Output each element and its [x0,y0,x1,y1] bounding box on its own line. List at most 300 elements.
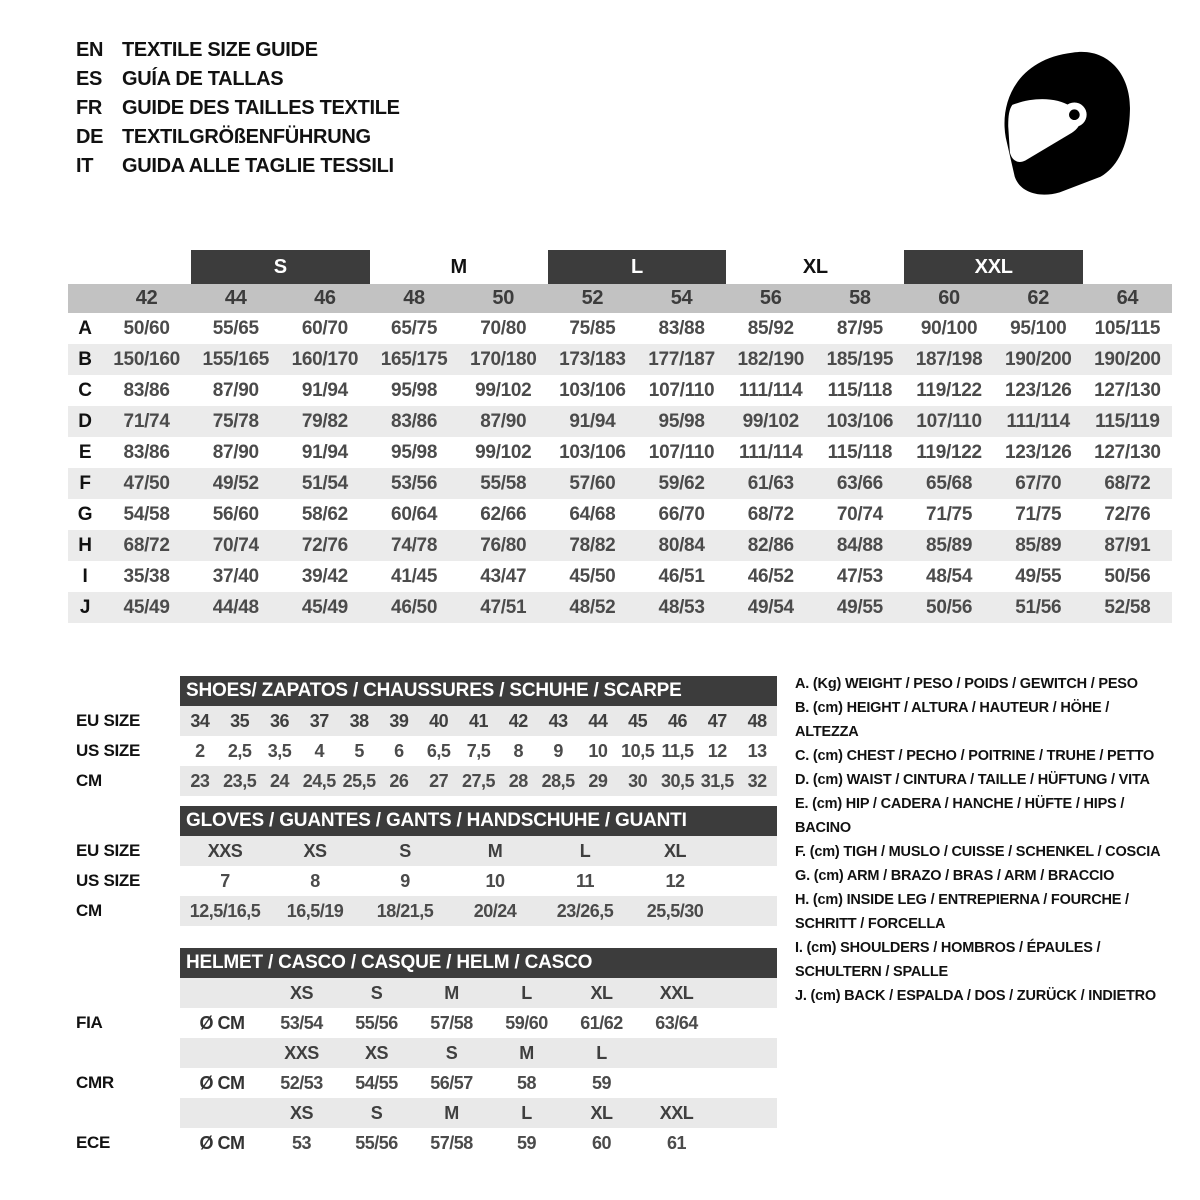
empty-label-cell [68,978,180,1008]
size-value-cell: 47/50 [123,473,170,494]
gloves-table [68,806,780,926]
size-value-cell: 111/114 [739,442,803,463]
sub-table-row [68,866,780,896]
language-code: FR [76,97,103,119]
value-cell: 9 [400,871,410,891]
shoes-table [68,676,780,796]
helmet-size-cell: S [445,1043,458,1063]
size-value-cell: 83/86 [123,380,170,401]
size-header-cell: 58 [849,287,871,309]
measurement-row [68,561,1172,592]
value-cell: 8 [310,871,320,891]
size-value-cell: 115/118 [827,442,893,463]
size-value-cell: 78/82 [569,535,616,556]
helmet-size-cell: XXS [284,1043,319,1063]
value-cell: 45 [628,711,648,731]
size-value-cell: 47/51 [480,597,527,618]
legend-item: E. (cm) HIP / CADERA / HANCHE / HÜFTE / HIPS / BACINO [795,796,1125,836]
helmet-size-cell: XS [289,983,313,1003]
measurement-row [68,344,1172,375]
size-value-cell: 67/70 [1015,473,1062,494]
size-group-label: M [450,256,467,278]
guide-title: GUÍA DE TALLAS [122,68,284,90]
size-value-cell: 59/62 [658,473,705,494]
value-cell: 37 [309,711,329,731]
size-value-cell: 46/51 [658,566,705,587]
helmet-size-cell: M [444,983,459,1003]
helmet-value-cell: 59 [591,1073,612,1093]
size-value-cell: 91/94 [301,442,348,463]
standard-label: ECE [76,1133,111,1152]
row-letter: B [78,349,92,370]
size-value-cell: 60/64 [391,504,438,525]
helmet-value-cell: 63/64 [655,1013,698,1033]
size-header-cell: 64 [1116,287,1139,309]
size-value-cell: 87/95 [836,318,883,339]
row-letter: D [78,411,92,432]
diameter-unit-cell: Ø CM [199,1073,245,1093]
value-cell: 34 [190,711,210,731]
measurement-row [68,592,1172,623]
size-value-cell: 64/68 [569,504,616,525]
size-value-cell: 54/58 [123,504,170,525]
size-value-cell: 127/130 [1094,380,1161,401]
sizes-header-row [68,284,1172,313]
size-header-cell: 52 [581,287,604,309]
language-row [76,123,400,152]
value-cell: 25,5/30 [646,901,704,921]
value-cell: 6,5 [426,741,451,761]
sizes-header-values [180,978,777,1008]
language-row [76,94,400,123]
helmet-size-cell: L [521,983,532,1003]
helmet-value-cell: 61/62 [580,1013,623,1033]
size-value-cell: 80/84 [658,535,705,556]
size-value-cell: 62/66 [480,504,527,525]
row-letter: A [78,318,92,339]
textile-size-table [68,250,1172,623]
helmet-data-row [68,1128,780,1158]
value-cell: 4 [314,741,325,761]
size-value-cell: 58/62 [301,504,348,525]
value-cell: 11,5 [661,741,694,761]
corner-cell [68,284,102,313]
size-value-cell: 71/75 [1015,504,1062,525]
helmet-value-cell: 55/56 [355,1013,398,1033]
row-letter: F [79,473,91,494]
size-value-cell: 37/40 [212,566,259,587]
size-value-cell: 87/90 [212,380,259,401]
helmet-size-cell: S [370,1103,383,1123]
helmet-value-cell: 56/57 [430,1073,473,1093]
main-table-body [68,313,1172,623]
value-cell: 23/26,5 [556,901,614,921]
row-letter: E [78,442,92,463]
size-value-cell: 160/170 [291,349,359,370]
size-value-cell: 60/70 [301,318,348,339]
empty-label-cell [68,806,180,836]
size-value-cell: 56/60 [212,504,259,525]
language-row [76,152,400,181]
helmet-value-cell: 59 [516,1133,537,1153]
size-value-cell: 72/76 [1104,504,1151,525]
value-cell: L [579,841,591,861]
helmet-value-cell [639,1068,714,1098]
size-value-cell: 79/82 [301,411,348,432]
size-value-cell: 82/86 [747,535,794,556]
value-cell: 25,5 [342,771,376,791]
size-value-cell: 68/72 [1104,473,1151,494]
size-value-cell: 123/126 [1004,380,1072,401]
value-cell: 23 [190,771,210,791]
size-value-cell: 63/66 [836,473,883,494]
size-value-cell: 90/100 [920,318,978,339]
row-label: CM [76,771,102,790]
legend-item: A. (Kg) WEIGHT / PESO / POIDS / GEWITCH / PESO [795,676,1138,692]
size-value-cell: 123/126 [1004,442,1072,463]
size-value-cell: 185/195 [826,349,894,370]
language-code: DE [76,126,104,148]
size-value-cell: 61/63 [747,473,794,494]
helmet-size-cell: M [519,1043,534,1063]
size-value-cell: 46/52 [747,566,794,587]
value-cell: 30 [628,771,648,791]
size-value-cell: 71/74 [123,411,170,432]
value-cell: 12 [707,741,727,761]
value-cell: 8 [513,741,524,761]
row-label: CM [76,901,102,920]
size-value-cell: 105/115 [1094,318,1161,339]
size-value-cell: 41/45 [391,566,438,587]
value-cell: 47 [707,711,727,731]
size-header-cell: 46 [314,287,336,309]
helmet-size-cell: XL [590,1103,613,1123]
size-value-cell: 75/78 [212,411,259,432]
value-cell: 12,5/16,5 [189,901,261,921]
size-header-cell: 44 [224,287,247,309]
helmet-size-cell: XXL [659,1103,694,1123]
size-value-cell: 48/52 [569,597,616,618]
size-value-cell: 95/100 [1010,318,1067,339]
size-header-cell: 54 [670,287,693,309]
empty-unit-cell [180,1038,264,1068]
size-header-cell: 62 [1027,287,1050,309]
value-cell: 40 [429,711,449,731]
helmet-value-cell: 53/54 [280,1013,323,1033]
size-value-cell: 155/165 [202,349,270,370]
size-value-cell: 55/65 [212,318,259,339]
size-value-cell: 150/160 [113,349,180,370]
language-row [76,36,400,65]
sub-table-row [68,896,780,926]
sub-table-row [68,736,780,766]
size-value-cell: 76/80 [480,535,527,556]
legend-item: G. (cm) ARM / BRAZO / BRAS / ARM / BRACCIO [795,868,1115,884]
helmet-value-cell: 57/58 [430,1013,473,1033]
value-cell: 24,5 [302,771,336,791]
value-cell: 24 [269,771,289,791]
size-value-cell: 53/56 [391,473,438,494]
sub-table-row [68,836,780,866]
size-value-cell: 39/42 [301,566,348,587]
size-value-cell: 91/94 [569,411,616,432]
size-value-cell: 51/54 [301,473,348,494]
sub-table-row [68,706,780,736]
value-cell: 10,5 [621,741,655,761]
empty-label-cell [68,676,180,706]
size-value-cell: 84/88 [836,535,883,556]
size-value-cell: 50/56 [926,597,973,618]
legend-item: F. (cm) TIGH / MUSLO / CUISSE / SCHENKEL / COSCIA [795,844,1161,860]
row-values [180,896,777,926]
size-value-cell: 107/110 [648,380,715,401]
value-cell: 28,5 [541,771,575,791]
helmet-size-cell: M [444,1103,459,1123]
value-cell: 38 [349,711,369,731]
size-value-cell: 48/53 [658,597,705,618]
size-value-cell: 190/200 [1094,349,1161,370]
language-title-list [76,36,400,181]
value-cell: 20/24 [473,901,517,921]
row-label: US SIZE [76,741,141,760]
size-value-cell: 173/183 [559,349,626,370]
value-cell: 11 [575,871,595,891]
size-value-cell: 103/106 [559,380,626,401]
size-value-cell: 49/55 [836,597,883,618]
size-value-cell: 127/130 [1094,442,1161,463]
size-group-label: XL [802,256,828,278]
measurement-legend [795,672,1173,1008]
row-label: US SIZE [76,871,141,890]
helmet-size-cell [639,1038,714,1068]
size-value-cell: 45/49 [123,597,170,618]
value-cell: 46 [667,711,687,731]
helmet-value-cell: 54/55 [355,1073,398,1093]
standard-values [180,1068,777,1098]
value-cell: 7,5 [466,741,491,761]
empty-unit-cell [180,1098,264,1128]
value-cell: 39 [389,711,409,731]
measurement-row [68,530,1172,561]
value-cell: 10 [588,741,608,761]
value-cell: XS [303,841,327,861]
size-value-cell: 119/122 [916,380,982,401]
racing-helmet-icon [978,26,1174,210]
size-value-cell: 99/102 [475,380,532,401]
value-cell: 6 [394,741,404,761]
helmet-value-cell: 59/60 [505,1013,548,1033]
sub-table-title-row [68,676,780,706]
value-cell: 10 [485,871,505,891]
value-cell: 23,5 [223,771,257,791]
legend-item: D. (cm) WAIST / CINTURA / TAILLE / HÜFTUNG / VITA [795,772,1150,788]
size-value-cell: 47/53 [836,566,883,587]
helmet-sizes-row [68,1098,780,1128]
size-value-cell: 95/98 [391,442,438,463]
helmet-size-cell: L [596,1043,607,1063]
size-value-cell: 103/106 [559,442,626,463]
size-value-cell: 75/85 [569,318,616,339]
size-value-cell: 83/88 [658,318,705,339]
size-value-cell: 115/118 [827,380,893,401]
measurement-row [68,375,1172,406]
row-letter: C [78,380,92,401]
size-value-cell: 68/72 [747,504,794,525]
size-value-cell: 165/175 [380,349,448,370]
size-value-cell: 50/60 [123,318,170,339]
value-cell: 7 [220,871,230,891]
size-value-cell: 65/75 [391,318,438,339]
size-value-cell: 66/70 [658,504,705,525]
size-value-cell: 52/58 [1104,597,1151,618]
value-cell: 30,5 [660,771,695,791]
helmet-value-cell: 57/58 [430,1133,473,1153]
value-cell: 12 [665,871,685,891]
size-value-cell: 111/114 [739,380,803,401]
size-value-cell: 99/102 [475,442,532,463]
size-value-cell: 95/98 [658,411,705,432]
size-group-label: XXL [904,250,1082,284]
row-letter: G [77,504,93,525]
empty-label-cell [68,1038,180,1068]
size-group-label: S [191,250,369,284]
measurement-row [68,468,1172,499]
row-letter: I [82,566,88,587]
value-cell: 13 [747,741,767,761]
measurement-row [68,437,1172,468]
helmet-value-cell: 61 [666,1133,687,1153]
measurement-row [68,406,1172,437]
size-value-cell: 49/54 [747,597,794,618]
size-group-label: L [548,250,726,284]
value-cell: 18/21,5 [376,901,434,921]
helmet-size-cell: S [370,983,383,1003]
value-cell: XL [663,841,686,861]
size-value-cell: 182/190 [737,349,805,370]
size-group-row [68,250,1172,284]
value-cell: 3,5 [267,741,292,761]
size-value-cell: 70/74 [212,535,259,556]
size-value-cell: 51/56 [1015,597,1062,618]
legend-item: J. (cm) BACK / ESPALDA / DOS / ZURÜCK / INDIETRO [795,988,1156,1004]
size-value-cell: 87/91 [1104,535,1151,556]
value-cell: 31,5 [700,771,734,791]
size-value-cell: 72/76 [301,535,348,556]
standard-values [180,1128,777,1158]
sub-table-title-bar: GLOVES / GUANTES / GANTS / HANDSCHUHE / GUANTI [180,806,777,836]
helmet-value-cell: 55/56 [355,1133,398,1153]
size-value-cell: 65/68 [926,473,973,494]
diameter-unit-cell: Ø CM [199,1013,245,1033]
guide-title: TEXTILE SIZE GUIDE [122,39,318,61]
size-value-cell: 68/72 [123,535,170,556]
sub-table-row [68,766,780,796]
sub-table-title-bar: SHOES/ ZAPATOS / CHAUSSURES / SCHUHE / SCARPE [180,676,777,706]
standard-label: FIA [76,1013,103,1032]
helmet-size-cell: XS [289,1103,313,1123]
guide-title: TEXTILGRÖßENFÜHRUNG [122,126,371,148]
row-letter: H [78,535,92,556]
size-value-cell: 50/56 [1104,566,1151,587]
size-value-cell: 103/106 [826,411,894,432]
size-header-cell: 60 [938,287,960,309]
size-value-cell: 55/58 [480,473,527,494]
size-header-cell: 48 [403,287,425,309]
legend-item: I. (cm) SHOULDERS / HOMBROS / ÉPAULES / SCHULTERN / SPALLE [795,940,1101,980]
standard-label: CMR [76,1073,114,1092]
size-value-cell: 170/180 [469,349,537,370]
legend-item: H. (cm) INSIDE LEG / ENTREPIERNA / FOURCHE / SCHRITT / FORCELLA [795,892,1129,932]
measurement-row [68,499,1172,530]
helmet-size-cell: XL [590,983,613,1003]
row-values [180,736,777,766]
row-label: EU SIZE [76,841,141,860]
helmet-value-cell: 52/53 [280,1073,323,1093]
helmet-sizes-row [68,978,780,1008]
helmet-value-cell: 58 [516,1073,537,1093]
helmet-sizes-row [68,1038,780,1068]
value-cell: 5 [354,741,364,761]
guide-title: GUIDA ALLE TAGLIE TESSILI [122,155,394,177]
language-code: IT [76,155,94,177]
row-values [180,766,777,796]
size-value-cell: 119/122 [916,442,982,463]
size-value-cell: 83/86 [123,442,170,463]
row-letter: J [79,597,91,618]
size-value-cell: 43/47 [480,566,527,587]
size-value-cell: 95/98 [391,380,438,401]
empty-label-cell [68,1098,180,1128]
size-value-cell: 46/50 [391,597,438,618]
value-cell: 29 [588,771,608,791]
value-cell: M [487,841,503,861]
value-cell: 43 [548,711,568,731]
size-value-cell: 107/110 [916,411,982,432]
size-value-cell: 177/187 [648,349,715,370]
size-value-cell: 85/89 [926,535,973,556]
language-code: EN [76,39,104,61]
diameter-unit-cell: Ø CM [199,1133,245,1153]
legend-item: B. (cm) HEIGHT / ALTURA / HAUTEUR / HÖHE / ALTEZZA [795,700,1110,740]
size-value-cell: 48/54 [926,566,973,587]
value-cell: 26 [389,771,409,791]
value-cell: 16,5/19 [286,901,344,921]
size-value-cell: 85/92 [747,318,794,339]
sub-table-title-bar: HELMET / CASCO / CASQUE / HELM / CASCO [180,948,777,978]
size-value-cell: 99/102 [742,411,799,432]
empty-label-cell [68,948,180,978]
measurement-row [68,313,1172,344]
helmet-value-cell: 53 [291,1133,312,1153]
sizes-header-values [180,1038,777,1068]
legend-item: C. (cm) CHEST / PECHO / POITRINE / TRUHE / PETTO [795,748,1155,764]
value-cell: 28 [508,771,528,791]
row-label: EU SIZE [76,711,141,730]
row-values [180,866,777,896]
size-value-cell: 111/114 [1006,411,1070,432]
size-value-cell: 57/60 [569,473,616,494]
size-value-cell: 70/74 [836,504,883,525]
size-value-cell: 71/75 [926,504,973,525]
size-value-cell: 49/55 [1015,566,1062,587]
value-cell: 27 [429,771,449,791]
value-cell: XXS [207,841,243,861]
size-header-cell: 50 [492,287,515,309]
empty-unit-cell [180,978,264,1008]
value-cell: 2,5 [227,741,252,761]
value-cell: 27,5 [461,771,496,791]
size-value-cell: 187/198 [915,349,983,370]
